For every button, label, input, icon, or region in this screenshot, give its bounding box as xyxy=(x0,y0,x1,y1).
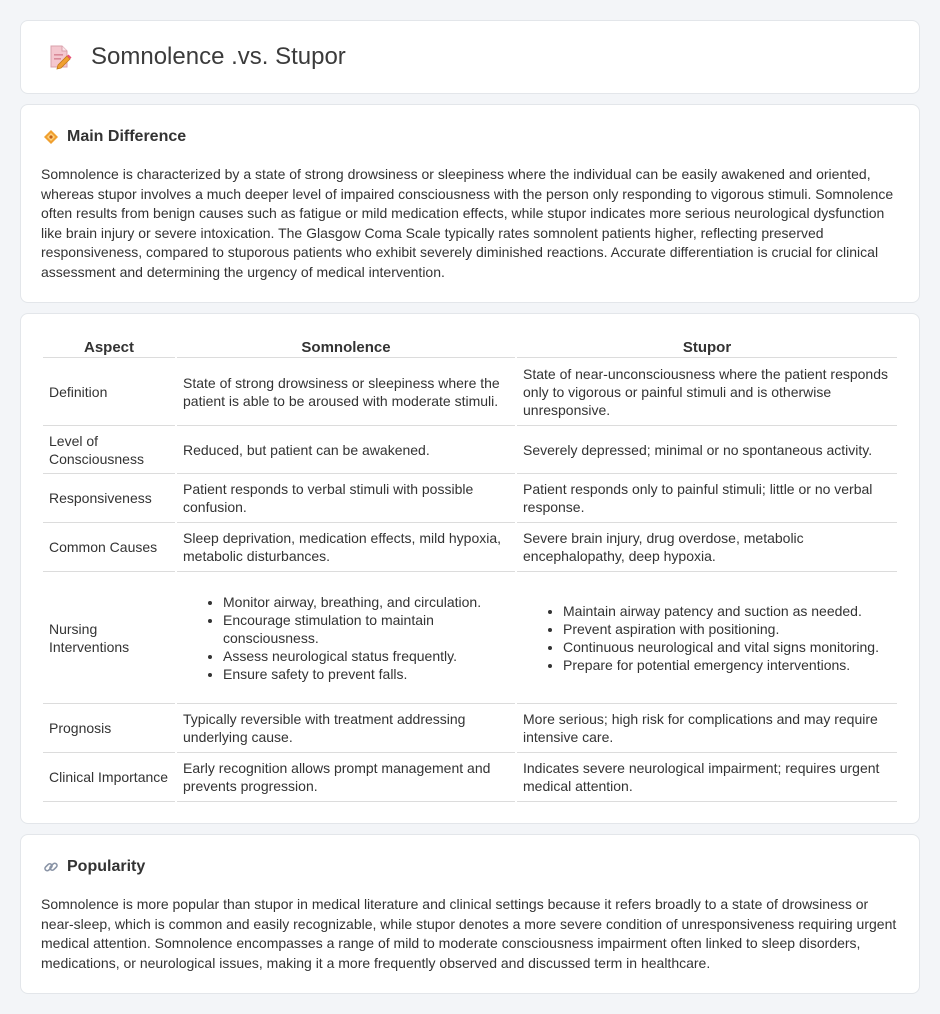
title-row xyxy=(47,43,346,71)
popularity-header xyxy=(43,858,145,876)
somnolence-cell: Reduced, but patient can be awakened. xyxy=(177,426,515,474)
popularity-card xyxy=(20,834,920,994)
table-row xyxy=(43,358,897,426)
diamond-warning-icon xyxy=(43,129,59,145)
page-title: Somnolence .vs. Stupor xyxy=(91,43,346,70)
table-row xyxy=(43,704,897,753)
table-row xyxy=(43,523,897,572)
link-icon xyxy=(43,859,59,875)
popularity-title: Popularity xyxy=(67,858,146,875)
somnolence-cell: Sleep deprivation, medication effects, mild hypoxia, metabolic disturbances. xyxy=(177,523,515,572)
stupor-cell: State of near-unconsciousness where the patient responds only to vigorous or painful stimuli and is otherwise unresponsive. xyxy=(517,358,897,426)
table-row xyxy=(43,753,897,802)
aspect-cell: Responsiveness xyxy=(43,474,175,523)
main-difference-text: Somnolence is characterized by a state of strong drowsiness or sleepiness where the individual can be easily awakened and oriented, whereas stupor involves a much deeper level of impaired consciousness with the person only responding to vigorous stimuli. Somnolence often results from benign causes such as fatigue or mild medication effects, while stupor indicates more serious neurological dysfunction like brain injury or severe intoxication. The Glasgow Coma Scale typically rates somnolent patients higher, reflecting preserved responsiveness, compared to stuporous patients who exhibit severely diminished reactions. Accurate differentiation is crucial for clinical assessment and determining the urgency of medical intervention. xyxy=(41,166,894,280)
aspect-cell: Nursing Interventions xyxy=(43,572,175,704)
comparison-table xyxy=(41,334,899,802)
table-row xyxy=(43,474,897,523)
list-item: • Prevent aspiration with positioning. xyxy=(563,620,891,638)
list-item: • Continuous neurological and vital signs monitoring. xyxy=(563,638,891,656)
stupor-cell: Severe brain injury, drug overdose, metabolic encephalopathy, deep hypoxia. xyxy=(517,523,897,572)
main-difference-header xyxy=(43,128,186,146)
somnolence-cell: State of strong drowsiness or sleepiness where the patient is able to be aroused with moderate stimuli. xyxy=(177,358,515,426)
popularity-text: Somnolence is more popular than stupor in medical literature and clinical settings because it refers broadly to a state of drowsiness or near-sleep, which is common and easily recognizable, while stupor denotes a more severe condition of unresponsiveness requiring urgent medical attention. Somnolence encompasses a range of mild to moderate consciousness impairment often linked to sleep disorders, medications, or neurological issues, making it a more frequently observed and discussed term in healthcare. xyxy=(41,896,897,971)
aspect-cell: Prognosis xyxy=(43,704,175,753)
aspect-cell: Level of Consciousness xyxy=(43,426,175,474)
list-item: • Assess neurological status frequently. xyxy=(223,647,509,665)
stupor-cell: Severely depressed; minimal or no spontaneous activity. xyxy=(517,426,897,474)
stupor-cell: More serious; high risk for complications and may require intensive care. xyxy=(517,704,897,753)
header-card xyxy=(20,20,920,94)
main-difference-card xyxy=(20,104,920,303)
somnolence-interventions-list xyxy=(183,593,509,683)
somnolence-cell: Early recognition allows prompt management and prevents progression. xyxy=(177,753,515,802)
table-row xyxy=(43,426,897,474)
list-item: • Ensure safety to prevent falls. xyxy=(223,665,509,683)
somnolence-cell xyxy=(177,572,515,704)
somnolence-cell: Patient responds to verbal stimuli with possible confusion. xyxy=(177,474,515,523)
list-item: • Monitor airway, breathing, and circulation. xyxy=(223,593,509,611)
list-item: • Maintain airway patency and suction as needed. xyxy=(563,602,891,620)
main-difference-title: Main Difference xyxy=(67,128,187,145)
stupor-cell: Patient responds only to painful stimuli; little or no verbal response. xyxy=(517,474,897,523)
header-aspect: Aspect xyxy=(43,334,175,358)
somnolence-cell: Typically reversible with treatment addressing underlying cause. xyxy=(177,704,515,753)
table-header-row xyxy=(43,334,897,358)
header-somnolence: Somnolence xyxy=(177,334,515,358)
list-item: • Prepare for potential emergency interventions. xyxy=(563,656,891,674)
header-stupor: Stupor xyxy=(517,334,897,358)
aspect-cell: Definition xyxy=(43,358,175,426)
stupor-cell: Indicates severe neurological impairment; requires urgent medical attention. xyxy=(517,753,897,802)
comparison-card xyxy=(20,313,920,824)
list-item: • Encourage stimulation to maintain consciousness. xyxy=(223,611,509,647)
aspect-cell: Common Causes xyxy=(43,523,175,572)
document-pencil-icon xyxy=(47,43,73,71)
table-row xyxy=(43,572,897,704)
stupor-cell xyxy=(517,572,897,704)
aspect-cell: Clinical Importance xyxy=(43,753,175,802)
stupor-interventions-list xyxy=(523,602,891,674)
